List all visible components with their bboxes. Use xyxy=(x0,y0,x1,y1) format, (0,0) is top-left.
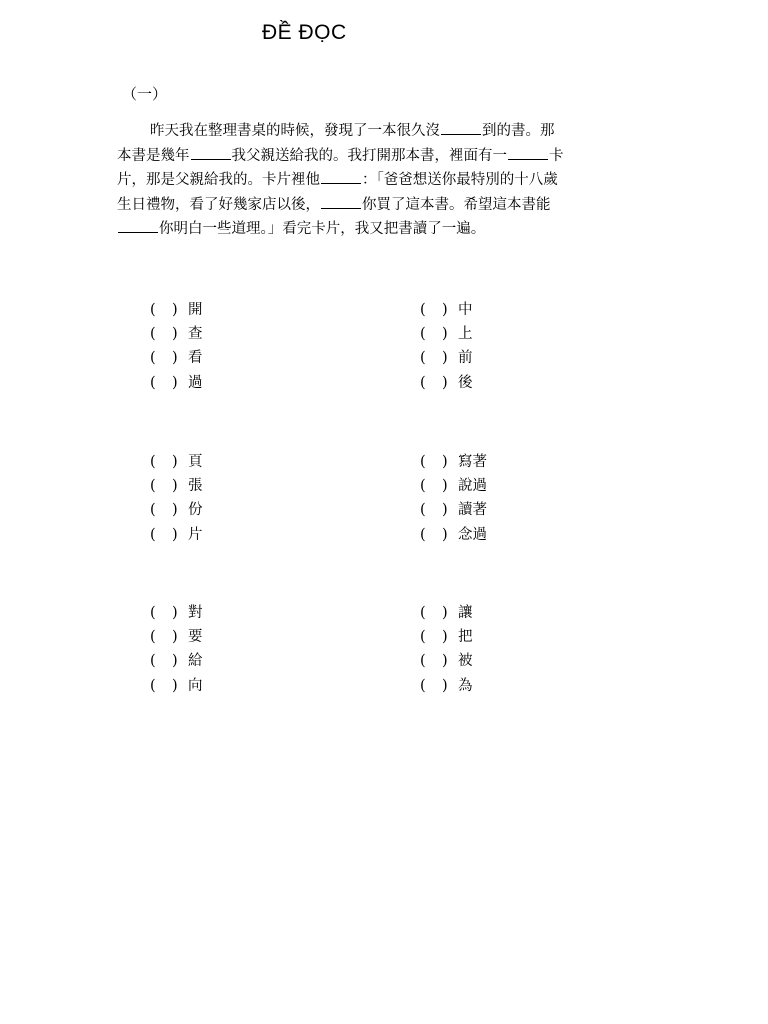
answer-paren-open: ( xyxy=(420,478,426,495)
answer-paren-close: ) xyxy=(442,478,448,495)
passage-text: 昨天我在整理書桌的時候，發現了一本很久沒 xyxy=(150,123,440,139)
answer-paren-close: ) xyxy=(172,502,178,519)
answer-paren-open: ( xyxy=(420,526,426,543)
answer-paren-close: ) xyxy=(442,653,448,670)
answer-paren-close: ) xyxy=(442,374,448,391)
answer-option-text: 說過 xyxy=(458,478,487,495)
question-6 xyxy=(420,601,473,698)
answer-paren-open: ( xyxy=(150,677,156,694)
passage-text: ：「爸爸想送你最特別的十八歲 xyxy=(362,172,558,188)
answer-paren-open: ( xyxy=(420,629,426,646)
passage-line xyxy=(117,119,657,144)
answer-option-text: 張 xyxy=(188,478,203,495)
answer-option[interactable] xyxy=(420,498,487,522)
answer-option-text: 看 xyxy=(188,350,203,367)
passage-text: 生日禮物，看了好幾家店以後， xyxy=(117,196,320,213)
answer-paren-open: ( xyxy=(150,326,156,343)
answer-option-text: 要 xyxy=(188,629,203,646)
answer-option-text: 查 xyxy=(188,326,203,343)
answer-option[interactable] xyxy=(420,322,473,346)
passage-text: 我父親送給我的。我打開那本書，裡面有一 xyxy=(231,147,507,164)
question-2 xyxy=(420,298,473,395)
answer-paren-open: ( xyxy=(150,478,156,495)
answer-paren-open: ( xyxy=(150,653,156,670)
answer-option-text: 寫著 xyxy=(458,454,487,470)
fill-in-blank[interactable] xyxy=(321,194,361,209)
answer-paren-close: ) xyxy=(442,502,448,519)
question-4 xyxy=(420,450,487,547)
answer-option[interactable] xyxy=(150,601,203,625)
passage-line xyxy=(117,144,657,169)
answer-option-text: 後 xyxy=(458,374,473,391)
answer-option-text: 片 xyxy=(188,526,203,543)
answer-paren-close: ) xyxy=(172,374,178,391)
answer-paren-close: ) xyxy=(172,629,178,646)
answer-option[interactable] xyxy=(420,649,473,673)
answer-paren-close: ) xyxy=(172,653,178,670)
answer-option[interactable] xyxy=(420,474,487,498)
answer-paren-open: ( xyxy=(420,374,426,391)
answer-paren-close: ) xyxy=(172,350,178,367)
answer-paren-close: ) xyxy=(442,326,448,343)
answer-option[interactable] xyxy=(150,474,203,498)
reading-passage xyxy=(117,119,657,242)
passage-text: 片，那是父親給我的。卡片裡他 xyxy=(117,172,320,188)
answer-paren-open: ( xyxy=(150,502,156,519)
passage-text: 到的書。那 xyxy=(482,123,555,139)
fill-in-blank[interactable] xyxy=(118,218,158,233)
answer-paren-close: ) xyxy=(442,526,448,543)
answer-paren-open: ( xyxy=(420,605,426,621)
answer-paren-open: ( xyxy=(420,326,426,343)
answer-paren-open: ( xyxy=(420,677,426,694)
answer-option[interactable] xyxy=(150,523,203,547)
answer-paren-close: ) xyxy=(172,302,178,318)
passage-text: 卡 xyxy=(549,147,564,164)
question-5 xyxy=(150,601,203,698)
answer-option[interactable] xyxy=(420,371,473,395)
answer-option[interactable] xyxy=(420,674,473,698)
answer-paren-close: ) xyxy=(172,326,178,343)
answer-paren-close: ) xyxy=(442,605,448,621)
answer-paren-close: ) xyxy=(172,454,178,470)
answer-paren-close: ) xyxy=(442,454,448,470)
answer-option-text: 向 xyxy=(188,677,203,694)
answer-paren-close: ) xyxy=(442,350,448,367)
answer-paren-open: ( xyxy=(420,350,426,367)
answer-paren-close: ) xyxy=(442,677,448,694)
answer-option-text: 讀著 xyxy=(458,502,487,519)
answer-option-text: 把 xyxy=(458,629,473,646)
answer-paren-open: ( xyxy=(150,605,156,621)
section-label: （一） xyxy=(122,85,168,103)
fill-in-blank[interactable] xyxy=(441,120,481,135)
answer-option-text: 為 xyxy=(458,677,473,694)
answer-paren-close: ) xyxy=(442,629,448,646)
answer-option[interactable] xyxy=(150,298,203,322)
answer-paren-open: ( xyxy=(420,302,426,318)
passage-line xyxy=(117,217,657,242)
answer-option[interactable] xyxy=(420,625,473,649)
passage-text: 本書是幾年 xyxy=(117,147,190,164)
answer-paren-close: ) xyxy=(442,302,448,318)
answer-option[interactable] xyxy=(420,450,487,474)
answer-paren-open: ( xyxy=(420,502,426,519)
answer-option[interactable] xyxy=(150,371,203,395)
answer-paren-open: ( xyxy=(150,526,156,543)
answer-paren-close: ) xyxy=(172,605,178,621)
answer-paren-open: ( xyxy=(420,454,426,470)
passage-line xyxy=(117,193,657,218)
answer-paren-open: ( xyxy=(420,653,426,670)
answer-option[interactable] xyxy=(150,498,203,522)
answer-option-text: 開 xyxy=(188,302,203,318)
answer-paren-close: ) xyxy=(172,526,178,543)
page-title: ĐỀ ĐỌC xyxy=(262,21,347,44)
answer-option-text: 前 xyxy=(458,350,473,367)
answer-paren-open: ( xyxy=(150,302,156,318)
question-1 xyxy=(150,298,203,395)
answer-option-text: 被 xyxy=(458,653,473,670)
answer-paren-close: ) xyxy=(172,677,178,694)
answer-paren-close: ) xyxy=(172,478,178,495)
answer-paren-open: ( xyxy=(150,374,156,391)
answer-option-text: 中 xyxy=(458,302,473,318)
answer-option[interactable] xyxy=(150,625,203,649)
question-3 xyxy=(150,450,203,547)
answer-option-text: 頁 xyxy=(188,454,203,470)
passage-line xyxy=(117,168,657,193)
answer-option[interactable] xyxy=(420,346,473,370)
answer-option-text: 過 xyxy=(188,374,203,391)
fill-in-blank[interactable] xyxy=(321,169,361,184)
answer-option-text: 份 xyxy=(188,502,203,519)
answer-paren-open: ( xyxy=(150,629,156,646)
answer-option[interactable] xyxy=(420,601,473,625)
answer-option[interactable] xyxy=(150,450,203,474)
answer-option[interactable] xyxy=(150,674,203,698)
answer-option[interactable] xyxy=(150,322,203,346)
answer-option-text: 給 xyxy=(188,653,203,670)
answer-option[interactable] xyxy=(150,649,203,673)
passage-text: 你明白一些道理。」看完卡片，我又把書讀了一遍。 xyxy=(159,221,486,237)
answer-paren-open: ( xyxy=(150,454,156,470)
answer-option-text: 讓 xyxy=(458,605,473,621)
answer-option-text: 上 xyxy=(458,326,473,343)
answer-option-text: 對 xyxy=(188,605,203,621)
answer-option[interactable] xyxy=(150,346,203,370)
passage-text: 你買了這本書。希望這本書能 xyxy=(362,196,551,213)
answer-paren-open: ( xyxy=(150,350,156,367)
answer-option[interactable] xyxy=(420,523,487,547)
answer-option-text: 念過 xyxy=(458,526,487,543)
answer-option[interactable] xyxy=(420,298,473,322)
fill-in-blank[interactable] xyxy=(191,145,231,160)
fill-in-blank[interactable] xyxy=(508,145,548,160)
